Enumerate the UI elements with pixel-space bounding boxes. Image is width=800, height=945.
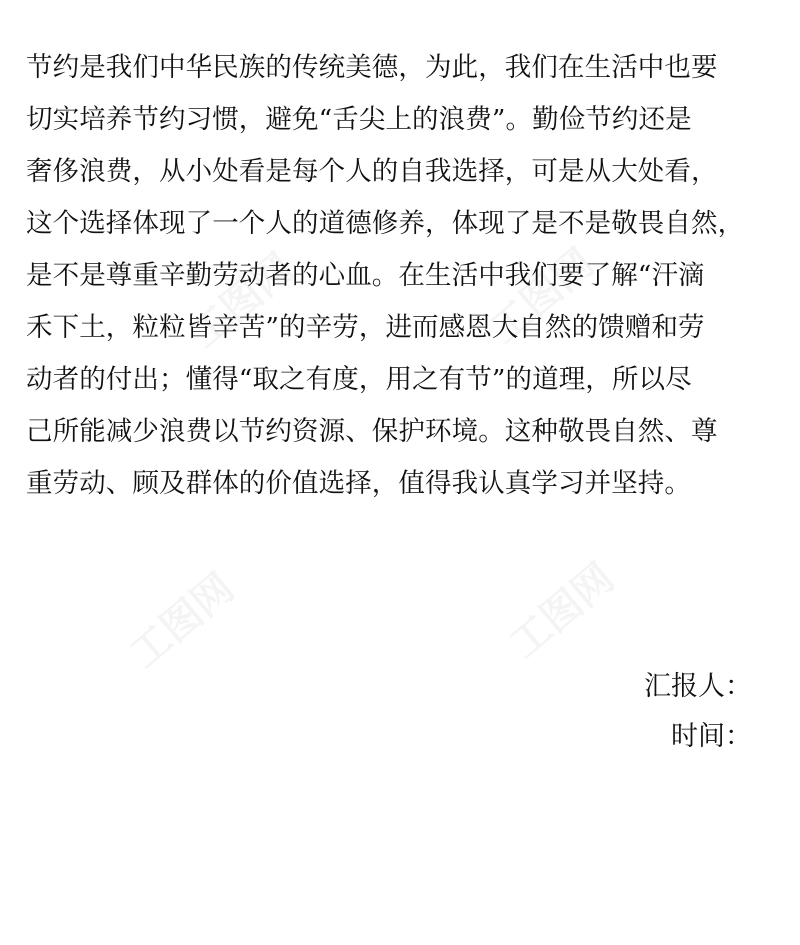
paragraph-line: 己所能减少浪费以节约资源、保护环境。这种敬畏自然、尊 xyxy=(26,416,718,447)
paragraph-line: 禾下土，粒粒皆辛苦”的辛劳，进而感恩大自然的馈赠和劳 xyxy=(26,312,705,343)
paragraph-line: 切实培养节约习惯，避免“舌尖上的浪费”。勤俭节约还是 xyxy=(26,104,692,135)
watermark xyxy=(116,558,245,679)
body-paragraph xyxy=(26,42,774,510)
paragraph-line: 重劳动、顾及群体的价值选择，值得我认真学习并坚持。 xyxy=(26,468,691,499)
paragraph-line: 这个选择体现了一个人的道德修养，体现了是不是敬畏自然， xyxy=(26,208,745,239)
time-label: 时间： xyxy=(671,721,752,752)
paragraph-line: 奢侈浪费，从小处看是每个人的自我选择，可是从大处看， xyxy=(26,156,718,187)
watermark xyxy=(496,548,625,669)
signature-block xyxy=(644,662,752,762)
paragraph-line: 是不是尊重辛勤劳动者的心血。在生活中我们要了解“汗滴 xyxy=(26,260,705,291)
paragraph-line: 动者的付出；懂得“取之有度，用之有节”的道理，所以尽 xyxy=(26,364,692,395)
reporter-label: 汇报人： xyxy=(644,671,752,702)
paragraph-line: 节约是我们中华民族的传统美德，为此，我们在生活中也要 xyxy=(26,52,718,83)
